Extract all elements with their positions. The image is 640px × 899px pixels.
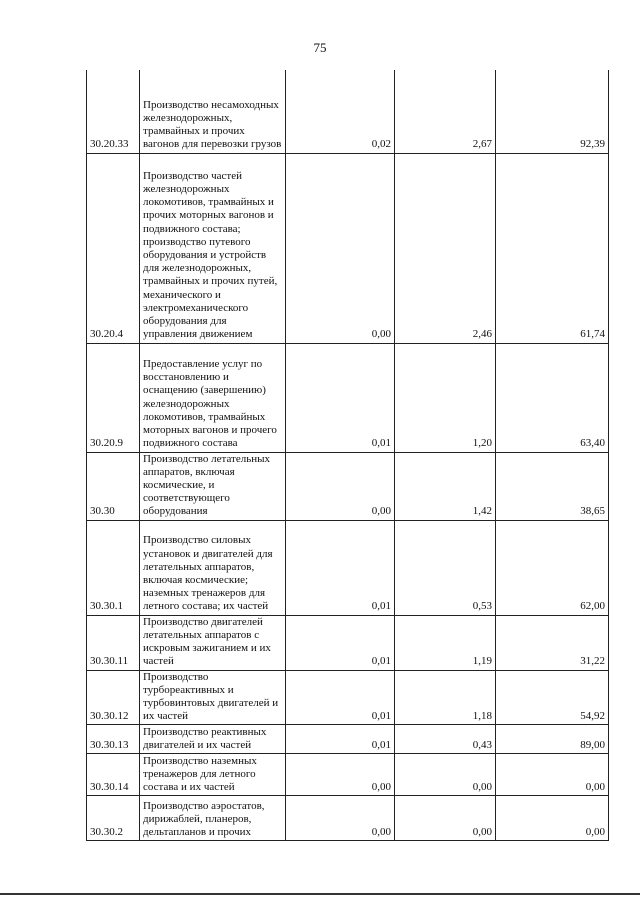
- value-col-2: 0,53: [395, 520, 496, 615]
- value-col-1: 0,01: [286, 725, 395, 754]
- value-col-3: 63,40: [496, 343, 609, 452]
- value-col-3: 89,00: [496, 725, 609, 754]
- table-row: [87, 343, 609, 452]
- activity-code: 30.30.2: [87, 796, 140, 841]
- table-row: [87, 615, 609, 670]
- activity-name: Предоставление услуг по восстановлению и оснащению (завершению) железнодорожных локомотивов, трамвайных моторных вагонов и прочего подвижного состава: [140, 343, 286, 452]
- value-col-2: 0,43: [395, 725, 496, 754]
- activity-code: 30.20.4: [87, 153, 140, 343]
- page-number: 75: [313, 40, 327, 55]
- table-row: [87, 70, 609, 153]
- activity-code: 30.30.12: [87, 670, 140, 725]
- value-col-1: 0,01: [286, 520, 395, 615]
- value-col-3: 61,74: [496, 153, 609, 343]
- value-col-3: 92,39: [496, 70, 609, 153]
- value-col-2: 1,42: [395, 452, 496, 520]
- value-col-1: 0,00: [286, 796, 395, 841]
- table-row: [87, 520, 609, 615]
- value-col-3: 38,65: [496, 452, 609, 520]
- value-col-1: 0,00: [286, 452, 395, 520]
- value-col-3: 0,00: [496, 754, 609, 796]
- value-col-3: 62,00: [496, 520, 609, 615]
- activity-name: Производство турбореактивных и турбовинтовых двигателей и их частей: [140, 670, 286, 725]
- value-col-1: 0,02: [286, 70, 395, 153]
- activity-name: Производство реактивных двигателей и их частей: [140, 725, 286, 754]
- value-col-3: 31,22: [496, 615, 609, 670]
- value-col-2: 0,00: [395, 754, 496, 796]
- activity-name: Производство аэростатов, дирижаблей, планеров, дельтапланов и прочих: [140, 796, 286, 841]
- activity-code: 30.30.14: [87, 754, 140, 796]
- activity-name: Производство наземных тренажеров для летного состава и их частей: [140, 754, 286, 796]
- activity-code: 30.20.33: [87, 70, 140, 153]
- activity-code: 30.30.1: [87, 520, 140, 615]
- table-row: [87, 670, 609, 725]
- value-col-2: 1,20: [395, 343, 496, 452]
- activity-name: Производство несамоходных железнодорожных, трамвайных и прочих вагонов для перевозки грузов: [140, 70, 286, 153]
- value-col-3: 54,92: [496, 670, 609, 725]
- value-col-1: 0,01: [286, 615, 395, 670]
- value-col-1: 0,01: [286, 343, 395, 452]
- activity-name: Производство силовых установок и двигателей для летательных аппаратов, включая космические; наземных тренажеров для летного состава; их частей: [140, 520, 286, 615]
- value-col-2: 2,46: [395, 153, 496, 343]
- activity-name: Производство двигателей летательных аппаратов с искровым зажиганием и их частей: [140, 615, 286, 670]
- activity-code: 30.30.13: [87, 725, 140, 754]
- value-col-2: 1,18: [395, 670, 496, 725]
- table-row: [87, 452, 609, 520]
- value-col-2: 0,00: [395, 796, 496, 841]
- activity-code: 30.30.11: [87, 615, 140, 670]
- value-col-1: 0,00: [286, 153, 395, 343]
- value-col-1: 0,00: [286, 754, 395, 796]
- table-row: [87, 754, 609, 796]
- value-col-2: 1,19: [395, 615, 496, 670]
- value-col-1: 0,01: [286, 670, 395, 725]
- table-row: [87, 796, 609, 841]
- table-row: [87, 153, 609, 343]
- activity-code: 30.20.9: [87, 343, 140, 452]
- statistics-table: [86, 70, 609, 841]
- value-col-2: 2,67: [395, 70, 496, 153]
- value-col-3: 0,00: [496, 796, 609, 841]
- activity-code: 30.30: [87, 452, 140, 520]
- table-row: [87, 725, 609, 754]
- activity-name: Производство летательных аппаратов, включая космические, и соответствующего оборудования: [140, 452, 286, 520]
- activity-name: Производство частей железнодорожных локомотивов, трамвайных и прочих моторных вагонов и подвижного состава; производство путевого оборудования и устройств для железнодорожных, трамвайных и прочих путей, механического и электромеханического оборудования для управления движением: [140, 153, 286, 343]
- page-bottom-border: [0, 893, 640, 895]
